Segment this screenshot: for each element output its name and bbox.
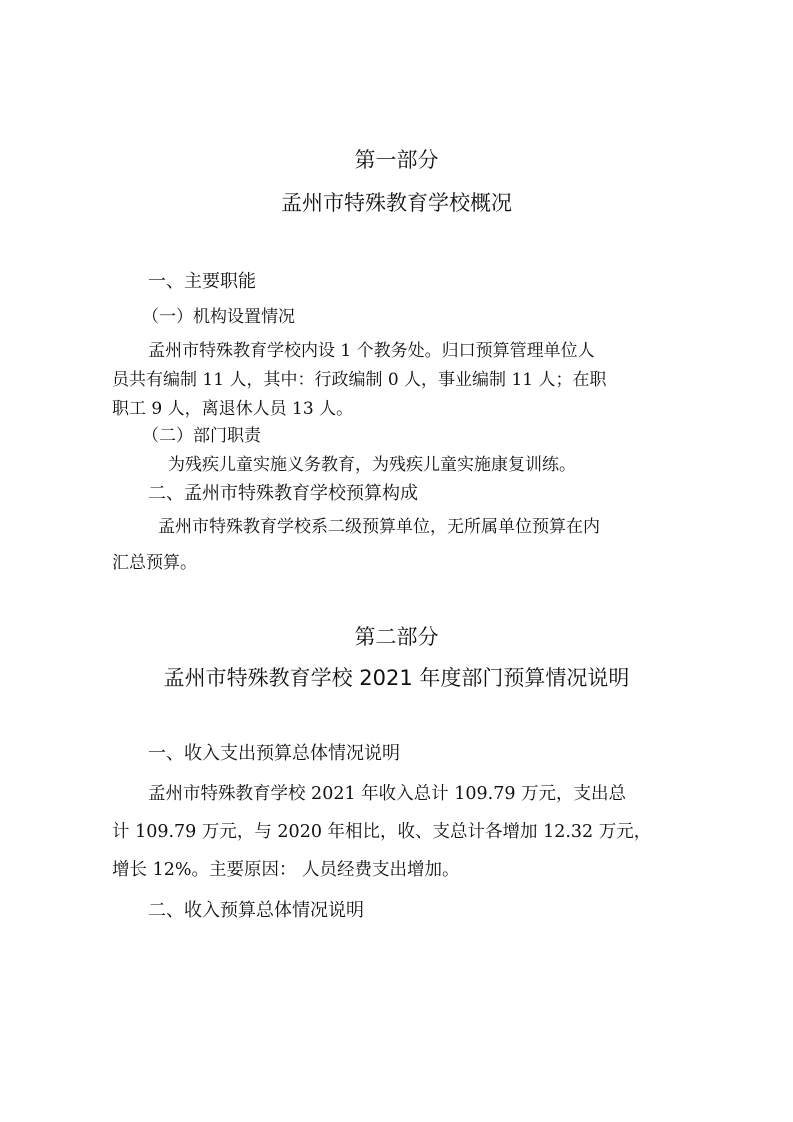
part2-title: 第二部分 (354, 625, 439, 649)
part1-sub1-line-3: 职工 9 人，离退休人员 13 人。 (112, 399, 354, 419)
part1-section1-heading: 一、主要职能 (148, 271, 256, 292)
part1-section2-line-1: 孟州市特殊教育学校系二级预算单位，无所属单位预算在内 (158, 517, 600, 537)
part1-sub1-line-1: 孟州市特殊教育学校内设 1 个教务处。归口预算管理单位人 (148, 341, 595, 361)
part1-sub2-text: 为残疾儿童实施义务教育，为残疾儿童实施康复训练。 (168, 455, 576, 475)
part2-subtitle: 孟州市特殊教育学校 2021 年度部门预算情况说明 (163, 666, 630, 690)
part2-section1-line-2: 计 109.79 万元，与 2020 年相比，收、支总计各增加 12.32 万元， (112, 822, 652, 842)
part1-sub1-line-2: 员共有编制 11 人，其中：行政编制 0 人，事业编制 11 人；在职 (112, 370, 607, 390)
part2-section2-heading: 二、收入预算总体情况说明 (148, 900, 364, 921)
part1-sub2-heading: （二）部门职责 (142, 426, 261, 446)
part2-section1-line-1: 孟州市特殊教育学校 2021 年收入总计 109.79 万元，支出总 (148, 784, 627, 804)
part2-section1-line-3: 增长 12%。主要原因： 人员经费支出增加。 (112, 860, 460, 880)
part1-section2-heading: 二、孟州市特殊教育学校预算构成 (148, 483, 418, 504)
part2-section1-heading: 一、收入支出预算总体情况说明 (148, 743, 400, 764)
part1-sub1-heading: （一）机构设置情况 (142, 307, 295, 327)
part1-title: 第一部分 (354, 148, 439, 172)
part1-section2-line-2: 汇总预算。 (112, 553, 197, 573)
part1-subtitle: 孟州市特殊教育学校概况 (281, 191, 512, 215)
